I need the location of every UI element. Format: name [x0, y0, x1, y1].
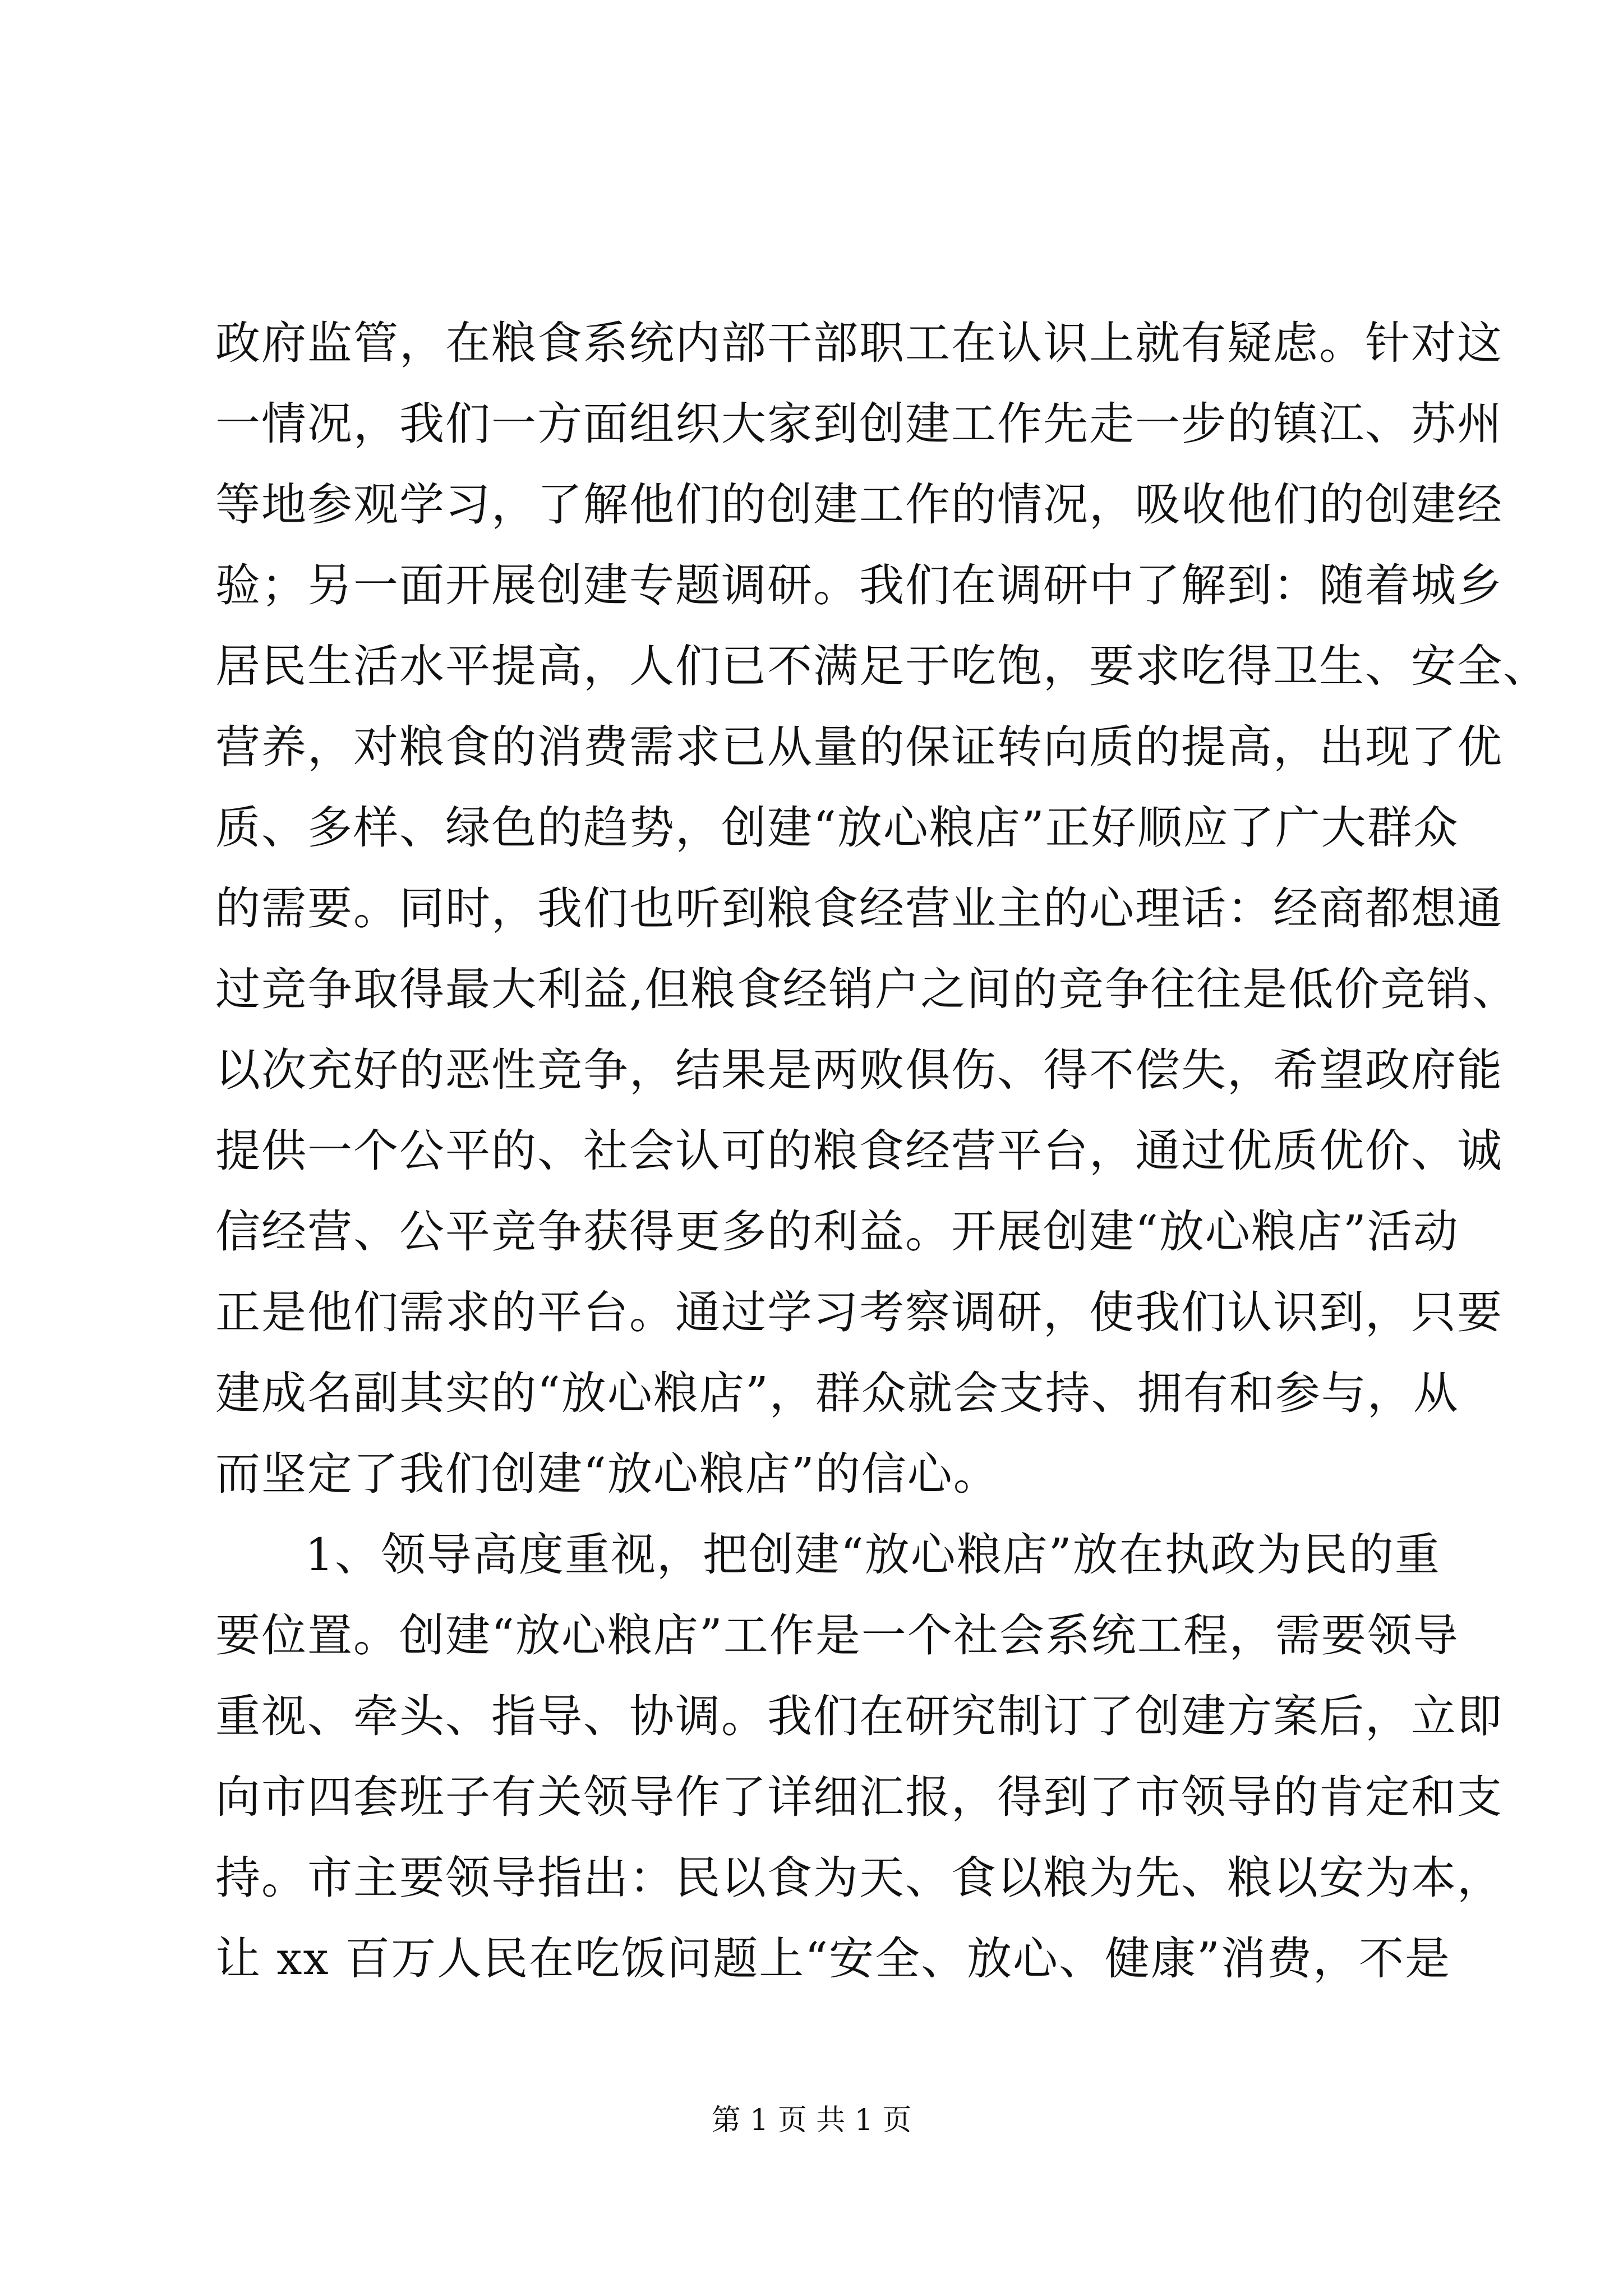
- paragraph-start-line: 1、领导高度重视，把创建“放心粮店”放在执政为民的重: [305, 1529, 1441, 1581]
- text-line: 正是他们需求的平台。通过学习考察调研，使我们认识到，只要: [215, 1286, 1503, 1338]
- page-number-footer: 第 1 页 共 1 页: [711, 2104, 912, 2137]
- text-line: 政府监管，在粮食系统内部干部职工在认识上就有疑虑。针对这: [215, 317, 1503, 369]
- text-line: 重视、牵头、指导、协调。我们在研究制订了创建方案后，立即: [215, 1690, 1503, 1742]
- text-line: 验；另一面开展创建专题调研。我们在调研中了解到：随着城乡: [215, 559, 1503, 611]
- text-line: 持。市主要领导指出：民以食为天、食以粮为先、粮以安为本，: [215, 1852, 1503, 1904]
- text-line: 质、多样、绿色的趋势，创建“放心粮店”正好顺应了广大群众: [215, 802, 1459, 854]
- text-line: 等地参观学习，了解他们的创建工作的情况，吸收他们的创建经: [215, 478, 1503, 531]
- text-line: 居民生活水平提高，人们已不满足于吃饱，要求吃得卫生、安全、: [215, 640, 1549, 692]
- text-line: 要位置。创建“放心粮店”工作是一个社会系统工程，需要领导: [215, 1609, 1459, 1662]
- text-line: 建成名副其实的“放心粮店”，群众就会支持、拥有和参与，从: [215, 1367, 1459, 1419]
- text-line: 信经营、公平竞争获得更多的利益。开展创建“放心粮店”活动: [215, 1205, 1459, 1258]
- text-line: 一情况，我们一方面组织大家到创建工作先走一步的镇江、苏州: [215, 398, 1503, 450]
- text-line: 营养，对粮食的消费需求已从量的保证转向质的提高，出现了优: [215, 721, 1503, 773]
- text-line: 的需要。同时，我们也听到粮食经营业主的心理话：经商都想通: [215, 882, 1503, 935]
- text-line: 以次充好的恶性竞争，结果是两败俱伤、得不偿失，希望政府能: [215, 1044, 1503, 1096]
- document-body: [215, 303, 1549, 1999]
- text-line: 让 xx 百万人民在吃饭问题上“安全、放心、健康”消费，不是: [215, 1932, 1451, 1985]
- text-line: 而坚定了我们创建“放心粮店”的信心。: [215, 1448, 999, 1500]
- text-line: 过竞争取得最大利益,但粮食经销户之间的竞争往往是低价竞销、: [215, 963, 1519, 1015]
- text-line: 提供一个公平的、社会认可的粮食经营平台，通过优质优价、诚: [215, 1125, 1503, 1177]
- text-line: 向市四套班子有关领导作了详细汇报，得到了市领导的肯定和支: [215, 1771, 1503, 1823]
